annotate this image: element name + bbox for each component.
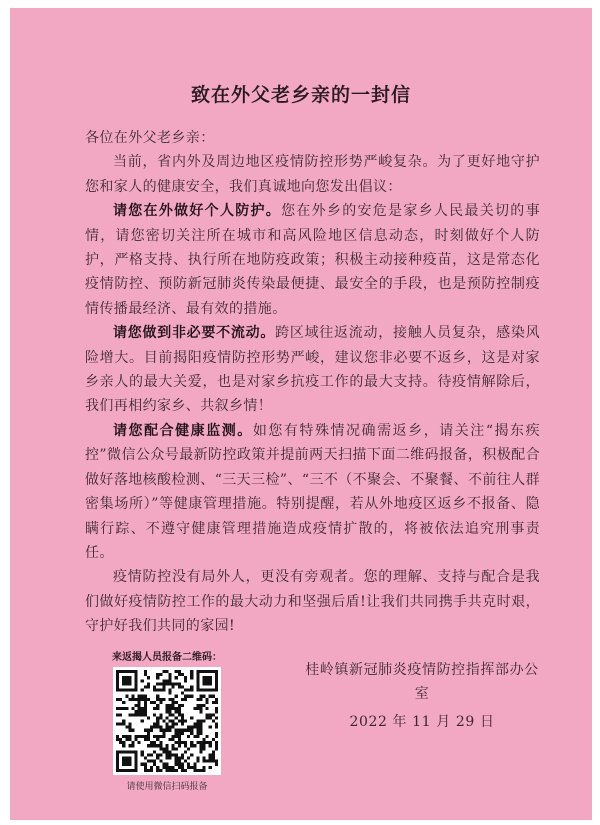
paragraph-protection xyxy=(85,199,540,321)
letter-body xyxy=(85,126,540,639)
paragraph-text: 当前，省内外及周边地区疫情防控形势严峻复杂。为了更好地守护您和家人的健康安全，我们真诚地向您发出倡议： xyxy=(85,154,540,195)
salutation: 各位在外父老乡亲： xyxy=(85,130,215,146)
paragraph-no-travel xyxy=(85,321,540,419)
signature-date: 2022 年 11 月 29 日 xyxy=(349,714,495,730)
qr-registration-block xyxy=(102,648,232,792)
paragraph-lead: 请您做到非必要不流动。 xyxy=(113,325,276,342)
paragraph-text: 您在外乡的安危是家乡人民最关切的事情，请您密切关注所在城市和高风险地区信息动态，时刻做好个人防护，严格支持、执行所在地防疫政策；积极主动接种疫苗，这是常态化疫情防控、预防新冠肺炎传染最便捷、最安全的手段，也是预防控制疫情传播最经济、最有效的措施。 xyxy=(85,203,540,317)
paragraph-text: 跨区域往返流动，接触人员复杂，感染风险增大。目前揭阳疫情防控形势严峻，建议您非必要不返乡，这是对家乡亲人的最大关爱，也是对家乡抗疫工作的最大支持。待疫情解除后，我们再相约家乡、共叙乡情！ xyxy=(85,325,540,415)
paragraph-text: 如您有特殊情况确需返乡，请关注“揭东疾控”微信公众号最新防控政策并提前两天扫描下面二维码报备，积极配合做好落地核酸检测、“三天三检”、“三不（不聚会、不聚餐、不前往人群密集场所）”等健康管理措施。特别提醒，若从外地疫区返乡不报备、隐瞒行踪、不遵守健康管理措施造成疫情扩散的，将被依法追究刑事责任。 xyxy=(85,422,540,561)
qr-caption: 请使用微信扫码报备 xyxy=(126,782,208,792)
qr-code-icon[interactable] xyxy=(113,667,221,775)
signature-block xyxy=(302,658,542,734)
paragraph-text: 疫情防控没有局外人，更没有旁观者。您的理解、支持与配合是我们做好疫情防控工作的最大动力和坚强后盾!让我们共同携手共克时艰，守护好我们共同的家园! xyxy=(85,569,540,635)
paragraph-intro xyxy=(85,150,540,199)
paragraph-lead: 请您在外做好个人防护。 xyxy=(113,203,282,220)
letter-sheet xyxy=(10,8,592,820)
paragraph-lead: 请您配合健康监测。 xyxy=(113,422,253,439)
signature-org: 桂岭镇新冠肺炎疫情防控指挥部办公室 xyxy=(305,662,539,702)
qr-label: 来返揭人员报备二维码： xyxy=(112,652,222,663)
letter-title: 致在外父老乡亲的一封信 xyxy=(190,84,411,106)
paragraph-closing xyxy=(85,565,540,638)
paragraph-health-monitoring xyxy=(85,419,540,565)
